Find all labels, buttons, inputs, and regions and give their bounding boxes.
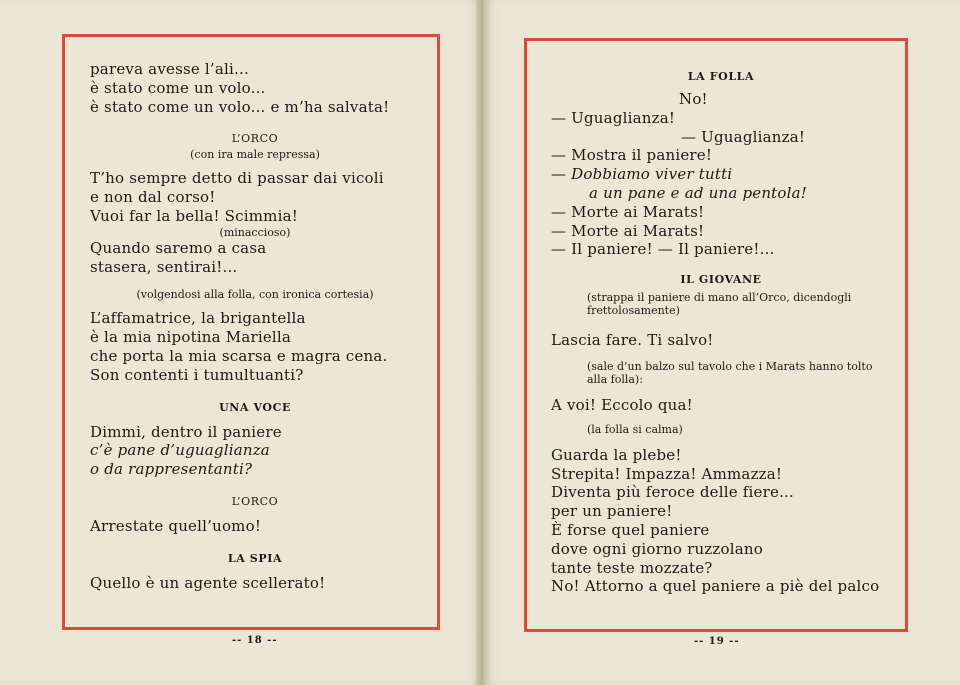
verse-line: Arrestate quell’uomo! [90, 516, 262, 535]
stage-direction: (minaccioso) [219, 225, 291, 239]
verse-line: — Morte ai Marats! [551, 202, 705, 221]
speaker-orco: L’ORCO [231, 132, 279, 146]
verse-line: è stato come un volo... e m’ha salvata! [90, 97, 390, 116]
stage-direction: (volgendosi alla folla, con ironica cortesia) [136, 288, 374, 302]
verse-line: L’affamatrice, la brigantella [90, 309, 306, 328]
stage-direction: (strappa il paniere di mano all’Orco, dicendogli frettolosamente) [587, 291, 852, 318]
verse-line: a un pane e ad una pentola! [589, 183, 808, 202]
verse-line: A voi! Eccolo qua! [551, 395, 693, 414]
verse-line: — Dobbiamo viver tutti [551, 165, 733, 184]
stage-direction: (sale d’un balzo sul tavolo che i Marats hanno tolto alla folla): [587, 359, 873, 386]
speaker-voce: UNA VOCE [219, 400, 291, 414]
stage-direction: (la folla si calma) [587, 422, 683, 436]
speaker-orco: L’ORCO [231, 494, 279, 508]
verse-line: È forse quel paniere [551, 520, 710, 539]
verse-line: Diventa più feroce delle fiere... [551, 483, 794, 502]
verse-line: per un paniere! [551, 502, 673, 521]
verse-line: Dimmi, dentro il paniere [90, 422, 282, 441]
verse-line: pareva avesse l’ali... [90, 60, 249, 78]
right-page-text [551, 70, 891, 596]
verse-line: — Mostra il paniere! [551, 146, 713, 165]
verse-line: Guarda la plebe! [551, 445, 682, 464]
page-number: -- 19 -- [694, 636, 740, 647]
verse-line: Quello è un agente scellerato! [90, 573, 326, 592]
verse-line: — Uguaglianza! [551, 108, 676, 127]
verse-line: stasera, sentirai!... [90, 257, 238, 276]
verse-line: tante teste mozzate? [551, 558, 713, 577]
verse-line: — Morte ai Marats! [551, 221, 705, 240]
verse-line: e non dal corso! [90, 188, 216, 207]
verse-line: T’ho sempre detto di passar dai vicoli [90, 169, 384, 188]
verse-line: è stato come un volo... [90, 78, 266, 97]
verse-line: Son contenti i tumultuanti? [90, 365, 304, 384]
verse-line: No! Attorno a quel paniere a piè del palco [551, 577, 880, 596]
verse-line: Strepita! Impazza! Ammazza! [551, 464, 783, 483]
page-number: -- 18 -- [232, 635, 278, 646]
left-page-text [90, 60, 420, 593]
verse-line: o da rappresentanti? [90, 460, 253, 479]
verse-line: c’è pane d’uguaglianza [90, 441, 270, 460]
verse-line: — Uguaglianza! [681, 127, 806, 146]
verse-line: Vuoi far la bella! Scimmia! [90, 206, 298, 225]
verse-line: Quando saremo a casa [90, 238, 267, 257]
verse-line: che porta la mia scarsa e magra cena. [90, 346, 388, 365]
verse-line: — Il paniere! — Il paniere!... [551, 240, 775, 259]
speaker-folla: LA FOLLA [687, 70, 755, 83]
speaker-spia: LA SPIA [227, 551, 283, 565]
verse-line: dove ogni giorno ruzzolano [551, 539, 763, 558]
speaker-giovane: IL GIOVANE [680, 273, 762, 287]
book-gutter [476, 0, 490, 685]
verse-line: Lascia fare. Ti salvo! [551, 331, 714, 350]
verse-line: No! [679, 90, 708, 108]
verse-line: è la mia nipotina Mariella [90, 328, 292, 347]
stage-direction: (con ira male repressa) [190, 148, 320, 162]
